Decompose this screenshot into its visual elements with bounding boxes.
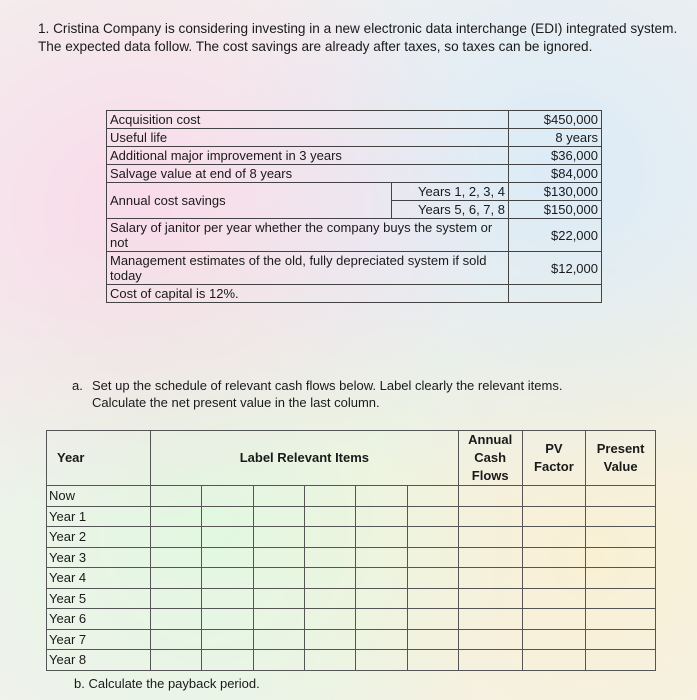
schedule-cell[interactable] xyxy=(150,650,201,671)
schedule-cell[interactable] xyxy=(586,547,656,568)
schedule-cell[interactable] xyxy=(407,629,458,650)
old-system-value: $12,000 xyxy=(509,252,602,285)
schedule-cell[interactable] xyxy=(304,568,355,589)
schedule-cell[interactable] xyxy=(522,650,586,671)
part-a-instructions xyxy=(72,377,652,411)
schedule-cell[interactable] xyxy=(202,486,253,507)
schedule-cell[interactable] xyxy=(150,568,201,589)
schedule-cell[interactable] xyxy=(304,506,355,527)
schedule-cell[interactable] xyxy=(253,527,304,548)
cash-flow-schedule xyxy=(46,430,656,671)
schedule-row xyxy=(47,486,656,507)
schedule-cell[interactable] xyxy=(586,629,656,650)
useful-life-label: Useful life xyxy=(107,129,509,147)
schedule-cell[interactable] xyxy=(522,486,586,507)
schedule-cell[interactable] xyxy=(253,609,304,630)
schedule-cell[interactable] xyxy=(407,486,458,507)
header-pv-factor xyxy=(522,431,586,486)
schedule-cell[interactable] xyxy=(356,588,407,609)
schedule-cell[interactable] xyxy=(356,609,407,630)
schedule-cell[interactable] xyxy=(150,527,201,548)
header-present-line-1: Present xyxy=(596,441,645,456)
schedule-cell[interactable] xyxy=(407,527,458,548)
schedule-year-label: Year 1 xyxy=(47,506,151,527)
schedule-cell[interactable] xyxy=(150,486,201,507)
savings-years-1-4: Years 1, 2, 3, 4 xyxy=(392,183,509,201)
schedule-year-label: Year 3 xyxy=(47,547,151,568)
schedule-cell[interactable] xyxy=(522,609,586,630)
table-row xyxy=(107,219,602,252)
schedule-cell[interactable] xyxy=(304,629,355,650)
schedule-row xyxy=(47,650,656,671)
acquisition-cost-value: $450,000 xyxy=(509,111,602,129)
schedule-cell[interactable] xyxy=(407,547,458,568)
schedule-row xyxy=(47,547,656,568)
janitor-value: $22,000 xyxy=(509,219,602,252)
schedule-cell[interactable] xyxy=(253,650,304,671)
savings-value-5-8: $150,000 xyxy=(509,201,602,219)
schedule-cell[interactable] xyxy=(304,609,355,630)
savings-label: Annual cost savings xyxy=(107,183,392,219)
savings-value-1-4: $130,000 xyxy=(509,183,602,201)
schedule-cell[interactable] xyxy=(253,588,304,609)
schedule-cell[interactable] xyxy=(407,609,458,630)
salvage-label: Salvage value at end of 8 years xyxy=(107,165,509,183)
schedule-year-label: Year 8 xyxy=(47,650,151,671)
table-row xyxy=(107,165,602,183)
part-b-instructions: b. Calculate the payback period. xyxy=(74,676,260,691)
schedule-cell[interactable] xyxy=(586,609,656,630)
schedule-cell[interactable] xyxy=(458,588,522,609)
table-row xyxy=(107,147,602,165)
schedule-cell[interactable] xyxy=(150,609,201,630)
schedule-cell[interactable] xyxy=(356,629,407,650)
schedule-cell[interactable] xyxy=(586,650,656,671)
schedule-cell[interactable] xyxy=(304,650,355,671)
schedule-cell[interactable] xyxy=(253,486,304,507)
schedule-cell[interactable] xyxy=(522,527,586,548)
schedule-cell[interactable] xyxy=(304,547,355,568)
schedule-cell[interactable] xyxy=(150,506,201,527)
data-table xyxy=(106,110,602,303)
salvage-value: $84,000 xyxy=(509,165,602,183)
table-row xyxy=(107,129,602,147)
schedule-year-label: Now xyxy=(47,486,151,507)
schedule-cell[interactable] xyxy=(150,588,201,609)
schedule-cell[interactable] xyxy=(304,527,355,548)
schedule-year-label: Year 5 xyxy=(47,588,151,609)
schedule-cell[interactable] xyxy=(458,506,522,527)
header-annual-cash-line-1: Annual Cash xyxy=(468,432,513,465)
schedule-cell[interactable] xyxy=(522,568,586,589)
question-intro: 1. Cristina Company is considering investing in a new electronic data interchange (EDI) integrated system. The expected data follow. The cost savings are already after taxes, so taxes can be ignored. xyxy=(38,21,678,54)
header-annual-cash-line-2: Flows xyxy=(471,468,509,483)
schedule-year-label: Year 7 xyxy=(47,629,151,650)
schedule-cell[interactable] xyxy=(458,650,522,671)
schedule-row xyxy=(47,588,656,609)
schedule-year-label: Year 6 xyxy=(47,609,151,630)
schedule-cell[interactable] xyxy=(304,486,355,507)
improvement-value: $36,000 xyxy=(509,147,602,165)
schedule-cell[interactable] xyxy=(356,527,407,548)
schedule-cell[interactable] xyxy=(253,568,304,589)
schedule-cell[interactable] xyxy=(253,629,304,650)
schedule-cell[interactable] xyxy=(522,588,586,609)
part-a-line-1: Set up the schedule of relevant cash flows below. Label clearly the relevant items. xyxy=(92,378,563,393)
schedule-header-row xyxy=(47,431,656,486)
schedule-cell[interactable] xyxy=(356,486,407,507)
table-row xyxy=(107,285,602,303)
schedule-row xyxy=(47,568,656,589)
schedule-cell[interactable] xyxy=(304,588,355,609)
schedule-cell[interactable] xyxy=(458,629,522,650)
header-present-line-2: Value xyxy=(603,459,638,474)
schedule-cell[interactable] xyxy=(407,588,458,609)
useful-life-value: 8 years xyxy=(509,129,602,147)
schedule-cell[interactable] xyxy=(522,629,586,650)
schedule-cell[interactable] xyxy=(586,527,656,548)
part-a-marker: a. xyxy=(72,378,83,393)
schedule-cell[interactable] xyxy=(458,568,522,589)
schedule-year-label: Year 2 xyxy=(47,527,151,548)
schedule-cell[interactable] xyxy=(253,506,304,527)
schedule-cell[interactable] xyxy=(407,568,458,589)
schedule-cell[interactable] xyxy=(586,568,656,589)
schedule-cell[interactable] xyxy=(458,486,522,507)
schedule-row xyxy=(47,629,656,650)
schedule-cell[interactable] xyxy=(356,506,407,527)
schedule-row xyxy=(47,506,656,527)
schedule-cell[interactable] xyxy=(586,486,656,507)
schedule-cell[interactable] xyxy=(202,568,253,589)
part-a-line-2: Calculate the net present value in the last column. xyxy=(92,395,380,410)
savings-years-5-8: Years 5, 6, 7, 8 xyxy=(392,201,509,219)
header-pv-line-1: PV xyxy=(545,441,563,456)
janitor-label: Salary of janitor per year whether the company buys the system or not xyxy=(107,219,509,252)
schedule-cell[interactable] xyxy=(202,506,253,527)
schedule-cell[interactable] xyxy=(407,650,458,671)
schedule-cell[interactable] xyxy=(202,547,253,568)
schedule-row xyxy=(47,609,656,630)
schedule-cell[interactable] xyxy=(150,629,201,650)
schedule-cell[interactable] xyxy=(522,506,586,527)
table-row xyxy=(107,252,602,285)
schedule-cell[interactable] xyxy=(458,547,522,568)
schedule-cell[interactable] xyxy=(202,629,253,650)
schedule-cell[interactable] xyxy=(586,588,656,609)
schedule-cell[interactable] xyxy=(202,609,253,630)
schedule-cell[interactable] xyxy=(202,588,253,609)
header-annual-cash-flows xyxy=(458,431,522,486)
header-present-value xyxy=(586,431,656,486)
header-label-items: Label Relevant Items xyxy=(150,431,458,486)
schedule-cell[interactable] xyxy=(150,547,201,568)
schedule-cell[interactable] xyxy=(458,609,522,630)
schedule-year-label: Year 4 xyxy=(47,568,151,589)
schedule-row xyxy=(47,527,656,548)
schedule-cell[interactable] xyxy=(356,547,407,568)
old-system-label: Management estimates of the old, fully depreciated system if sold today xyxy=(107,252,509,285)
schedule-cell[interactable] xyxy=(522,547,586,568)
header-pv-line-2: Factor xyxy=(534,459,574,474)
schedule-cell[interactable] xyxy=(356,568,407,589)
schedule-cell[interactable] xyxy=(356,650,407,671)
schedule-cell[interactable] xyxy=(586,506,656,527)
cost-of-capital-value xyxy=(509,285,602,303)
cost-of-capital-label: Cost of capital is 12%. xyxy=(107,285,509,303)
schedule-cell[interactable] xyxy=(253,547,304,568)
improvement-label: Additional major improvement in 3 years xyxy=(107,147,509,165)
table-row xyxy=(107,111,602,129)
schedule-cell[interactable] xyxy=(202,650,253,671)
schedule-cell[interactable] xyxy=(202,527,253,548)
schedule-cell[interactable] xyxy=(407,506,458,527)
schedule-cell[interactable] xyxy=(458,527,522,548)
table-row xyxy=(107,183,602,201)
acquisition-cost-label: Acquisition cost xyxy=(107,111,509,129)
header-year: Year xyxy=(47,431,151,486)
